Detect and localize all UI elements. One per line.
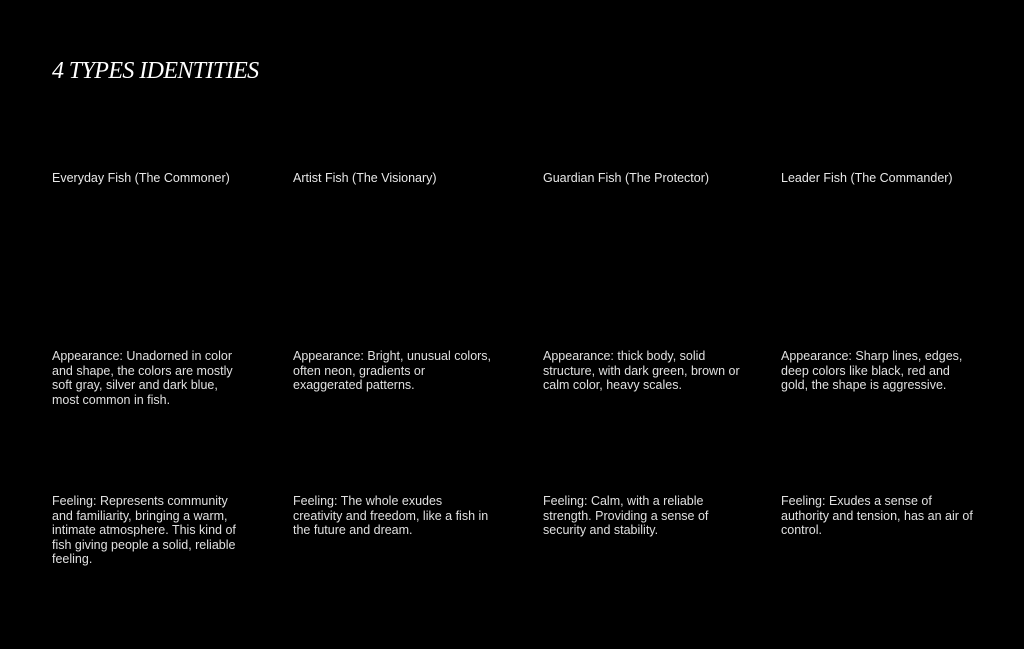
type-name: Everyday Fish (The Commoner) — [52, 171, 230, 185]
type-column-artist-fish — [293, 0, 493, 649]
type-column-guardian-fish — [543, 0, 743, 649]
type-feeling: Feeling: Calm, with a reliable strength. Providing a sense of security and stability. — [543, 494, 709, 537]
type-feeling: Feeling: Represents community and familiarity, bringing a warm, intimate atmosphere. This kind of fish giving people a solid, reliable feeling. — [52, 494, 236, 566]
type-appearance: Appearance: thick body, solid structure, with dark green, brown or calm color, heavy scales. — [543, 349, 740, 392]
page-title: 4 TYPES IDENTITIES — [52, 58, 259, 84]
type-name: Leader Fish (The Commander) — [781, 171, 953, 185]
type-appearance: Appearance: Unadorned in color and shape, the colors are mostly soft gray, silver and dark blue, most common in fish. — [52, 349, 233, 407]
type-feeling: Feeling: Exudes a sense of authority and tension, has an air of control. — [781, 494, 973, 537]
type-name: Artist Fish (The Visionary) — [293, 171, 437, 185]
type-appearance: Appearance: Bright, unusual colors, often neon, gradients or exaggerated patterns. — [293, 349, 492, 392]
type-feeling: Feeling: The whole exudes creativity and freedom, like a fish in the future and dream. — [293, 494, 489, 537]
type-column-everyday-fish — [52, 0, 248, 649]
type-column-leader-fish — [781, 0, 977, 649]
type-appearance: Appearance: Sharp lines, edges, deep colors like black, red and gold, the shape is aggressive. — [781, 349, 963, 392]
type-name: Guardian Fish (The Protector) — [543, 171, 710, 185]
